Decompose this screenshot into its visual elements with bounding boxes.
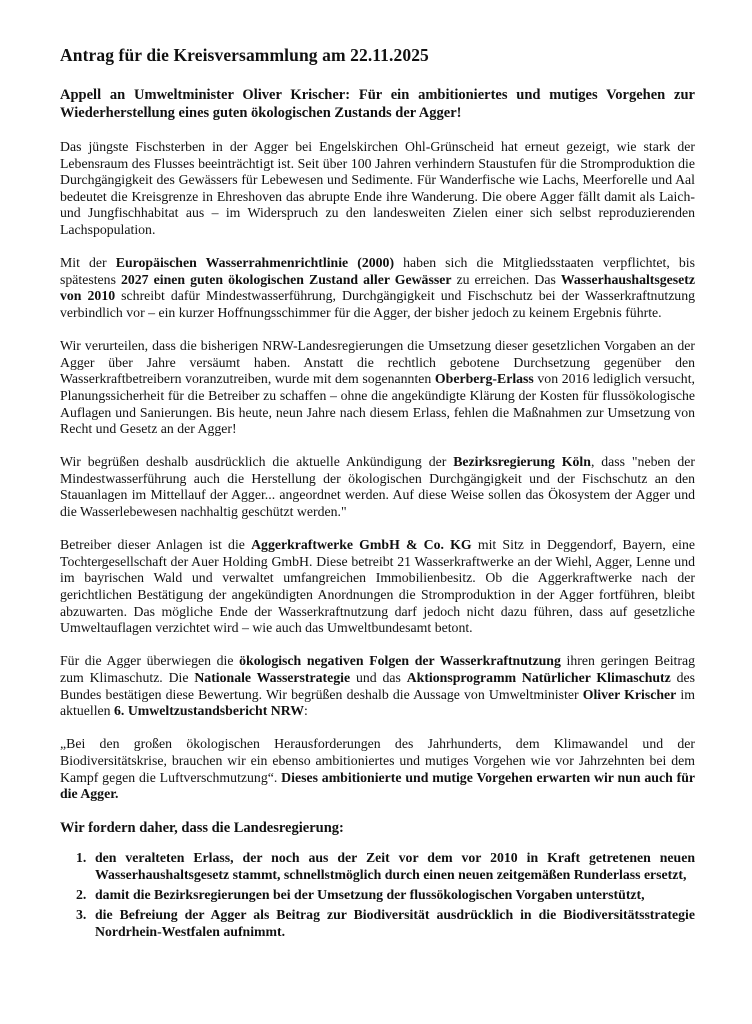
paragraph-bezirksregierung: Wir begrüßen deshalb ausdrücklich die aktuelle Ankündigung der Bezirksregierung Köln, dass "neben der Mindestwasserführung auch die Herstellung der ökologischen Durchgängigkeit und der Fischschutz an den Stauanlagen im Mittellauf der Agger... angeordnet werden. Auf diese Weise sollen das Ökosystem der Agger und die Wasserlebewesen nachhaltig geschützt werden." bbox=[60, 454, 695, 520]
paragraph-zitat: „Bei den großen ökologischen Herausforderungen des Jahrhunderts, dem Klimawandel und der Biodiversitätskrise, brauchen wir ein ebenso ambitioniertes und mutiges Vorgehen wie vor Jahrzehnten bei dem Kampf gegen die Luftverschmutzung“. Dieses ambitionierte und mutige Vorgehen erwarten wir nun auch für die Agger. bbox=[60, 736, 695, 802]
demand-text: die Befreiung der Agger als Beitrag zur Biodiversität ausdrücklich in die Biodiversitätsstrategie Nordrhein-Westfalen aufnimmt. bbox=[95, 906, 695, 939]
paragraph-verurteilung: Wir verurteilen, dass die bisherigen NRW-Landesregierungen die Umsetzung dieser gesetzlichen Vorgaben an der Agger über Jahre versäumt haben. Anstatt die rechtlich gebotene Durchsetzung gegenüber den Wasserkraftbetreibern voranzutreiben, wurde mit dem sogenannten Oberberg-Erlass von 2016 lediglich versucht, Planungssicherheit für die Betreiber zu schaffen – ohne die angekündigte Klärung der Kosten für flussökologische Auflagen und Sanierungen. Bis heute, neun Jahre nach diesem Erlass, fehlen die Maßnahmen zur Umsetzung von Recht und Gesetz an der Agger! bbox=[60, 338, 695, 437]
demand-item-3 bbox=[76, 906, 695, 941]
demands-list bbox=[76, 850, 695, 940]
paragraph-betreiber: Betreiber dieser Anlagen ist die Aggerkraftwerke GmbH & Co. KG mit Sitz in Deggendorf, Bayern, eine Tochtergesellschaft der Auer Holding GmbH. Diese betreibt 21 Wasserkraftwerke an der Wiehl, Agger, Lenne und im bayrischen Wald und verwaltet umfangreichen Immobilienbesitz. Ob die Aggerkraftwerke nach der gerichtlichen Bestätigung der angekündigten Anordnungen die Stromproduktion in der Agger fortführen, bleibt abzuwarten. Das mögliche Ende der Wasserkraftnutzung darf jedoch nicht dazu führen, dass auf gesetzliche Umweltauflagen verzichtet wird – wie auch das Umweltbundesamt betont. bbox=[60, 537, 695, 636]
demand-text: den veralteten Erlass, der noch aus der Zeit vor dem vor 2010 in Kraft getretenen neuen Wasserhaushaltsgesetz stammt, schnellstmöglich durch einen neuen zeitgemäßen Runderlass ersetzt, bbox=[95, 850, 695, 883]
demand-item-1 bbox=[76, 850, 695, 884]
paragraph-fischsterben: Das jüngste Fischsterben in der Agger bei Engelskirchen Ohl-Grünscheid hat erneut gezeigt, wie stark der Lebensraum des Flusses beeinträchtigt ist. Seit über 100 Jahren verhindern Staustufen für die Stromproduktion die Durchgängigkeit des Gewässers für Lebewesen und Sedimente. Für Wanderfische wie Lachs, Meerforelle und Aal bedeutet die Kreisgrenze in Ehreshoven das abrupte Ende ihre Wanderung. Die obere Agger fällt damit als Laich- und Jungfischhabitat aus – im Widerspruch zu den landesweiten Zielen einer sich selbst reproduzierenden Lachspopulation. bbox=[60, 139, 695, 237]
demand-number: 1. bbox=[76, 850, 87, 866]
demands-heading: Wir fordern daher, dass die Landesregierung: bbox=[60, 820, 344, 837]
paragraph-wasserrahmenrichtlinie: Mit der Europäischen Wasserrahmenrichtlinie (2000) haben sich die Mitgliedsstaaten verpflichtet, bis spätestens 2027 einen guten ökologischen Zustand aller Gewässer zu erreichen. Das Wasserhaushaltsgesetz von 2010 schreibt dafür Mindestwasserführung, Durchgängigkeit und Fischschutz bei der Wasserkraftnutzung verbindlich vor – ein kurzer Hoffnungsschimmer für die Agger, der bisher jedoch zu keinem Ergebnis führte. bbox=[60, 255, 696, 320]
document-subtitle: Appell an Umweltminister Oliver Krischer: Für ein ambitioniertes und mutiges Vorgehen zur Wiederherstellung eines guten ökologischen Zustands der Agger! bbox=[60, 87, 695, 121]
demand-number: 3. bbox=[76, 906, 87, 922]
demand-item-2 bbox=[76, 886, 695, 904]
paragraph-klimaschutz: Für die Agger überwiegen die ökologisch negativen Folgen der Wasserkraftnutzung ihren geringen Beitrag zum Klimaschutz. Die Nationale Wasserstrategie und das Aktionsprogramm Natürlicher Klimaschutz des Bundes bestätigen diese Bewertung. Wir begrüßen deshalb die Aussage von Umweltminister Oliver Krischer im aktuellen 6. Umweltzustandsbericht NRW: bbox=[60, 653, 696, 719]
demand-number: 2. bbox=[76, 886, 87, 902]
demand-text: damit die Bezirksregierungen bei der Umsetzung der flussökologischen Vorgaben unterstützt, bbox=[95, 886, 645, 902]
document-title: Antrag für die Kreisversammlung am 22.11.2025 bbox=[60, 45, 429, 65]
